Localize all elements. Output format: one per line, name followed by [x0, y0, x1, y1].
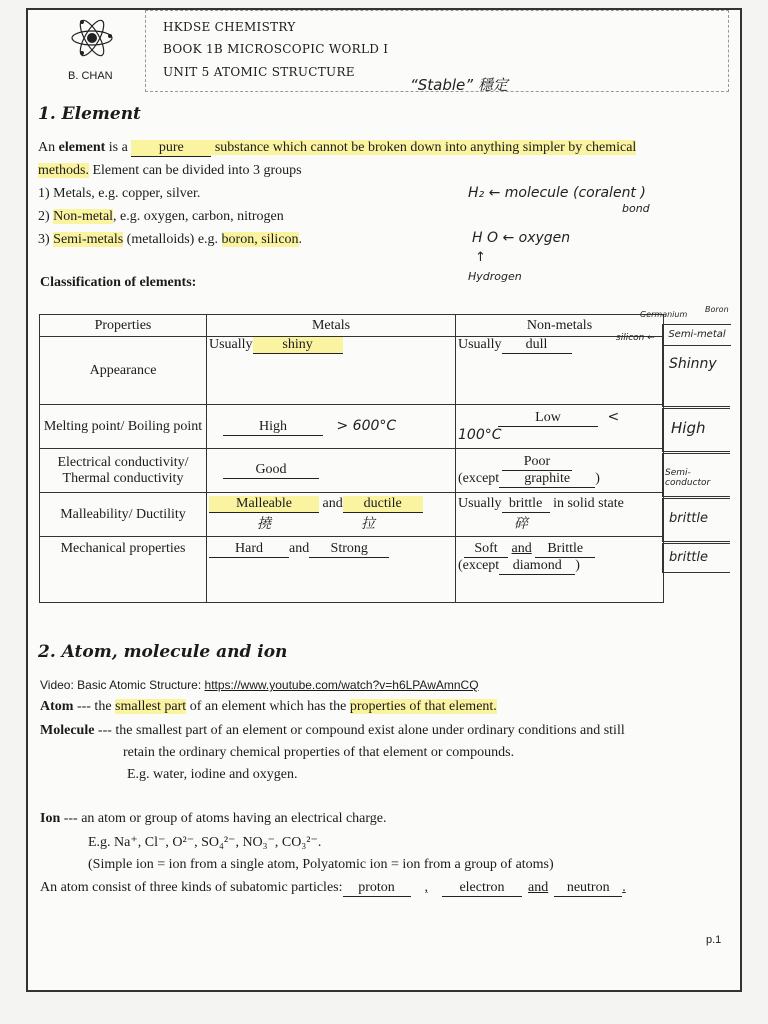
semi-metal-conductivity: Semi-conductor [662, 453, 730, 497]
prop-conductivity: Electrical conductivity/ Thermal conductivity [40, 449, 207, 493]
prop-melting: Melting point/ Boiling point [40, 405, 207, 449]
ion-examples: E.g. Na⁺, Cl⁻, O²⁻, SO₄²⁻, NO₃⁻, CO₃²⁻. [88, 835, 322, 850]
table-row: Appearance Usually shiny Usually dull [40, 337, 664, 405]
section1-title: 1. Element [38, 104, 141, 124]
author-name: B. CHAN [68, 70, 113, 82]
atom-logo-icon [70, 18, 114, 58]
video-link[interactable]: https://www.youtube.com/watch?v=h6LPAwAmnCQ [204, 678, 479, 692]
note-silicon: silicon ← [616, 333, 655, 343]
prop-appearance: Appearance [40, 337, 207, 405]
note-ho-oxygen: H O ← oxygen [472, 230, 571, 246]
video-line: Video: Basic Atomic Structure: https://www.youtube.com/watch?v=h6LPAwAmnCQ [40, 678, 479, 692]
ion-definition: Ion --- an atom or group of atoms having an electrical charge. [40, 811, 387, 826]
header-line-1: HKDSE CHEMISTRY [163, 20, 296, 34]
subatomic-line: An atom consist of three kinds of subatomic particles: proton , electron and neutron . [40, 880, 626, 895]
note-h2-molecule: H₂ ← molecule (coralent ) [468, 185, 646, 201]
prop-malleability: Malleability/ Ductility [40, 493, 207, 537]
molecule-definition-2: retain the ordinary chemical properties of that element or compounds. [123, 745, 515, 760]
atom-definition: Atom --- the smallest part of an element which has the properties of that element. [40, 699, 497, 714]
header-metals: Metals [207, 315, 456, 337]
semi-metal-mechanical: brittle [662, 543, 730, 573]
group-1: 1) Metals, e.g. copper, silver. [38, 186, 201, 201]
molecule-definition: Molecule --- the smallest part of an element or compound exist alone under ordinary conditions and still [40, 723, 625, 738]
classification-title: Classification of elements: [40, 275, 197, 290]
ion-note: (Simple ion = ion from a single atom, Polyatomic ion = ion from a group of atoms) [88, 857, 554, 872]
group-2: 2) Non-metal, e.g. oxygen, carbon, nitrogen [38, 209, 284, 224]
table-row: Electrical conductivity/ Thermal conductivity Good Poor (except graphite ) [40, 449, 664, 493]
header-line-3: UNIT 5 ATOMIC STRUCTURE [163, 65, 355, 79]
molecule-example: E.g. water, iodine and oxygen. [127, 767, 298, 782]
element-definition-line2: methods. Element can be divided into 3 groups [38, 163, 302, 178]
table-row: Malleability/ Ductility Malleable and ductile 撓 拉 Usually brittle in solid state 碎 [40, 493, 664, 537]
table-row: Melting point/ Boiling point High > 600°C Low < 100°C [40, 405, 664, 449]
note-boron: Boron [705, 305, 729, 314]
section2-title: 2. Atom, molecule and ion [38, 642, 288, 662]
prop-mechanical: Mechanical properties [40, 537, 207, 603]
semi-metal-header: Semi-metal [662, 324, 731, 346]
page-number: p.1 [706, 934, 722, 946]
classification-table [39, 314, 664, 603]
note-arrow: ↑ [475, 250, 486, 265]
note-bond: bond [622, 202, 650, 215]
group-3: 3) Semi-metals (metalloids) e.g. boron, silicon. [38, 232, 303, 247]
note-germanium: Germanium [640, 310, 688, 319]
stable-note: “Stable” 穩定 [410, 76, 508, 94]
element-definition-line1: An element is a pure substance which cannot be broken down into anything simpler by chemical [38, 140, 637, 155]
semi-metal-malleability: brittle [662, 498, 730, 542]
semi-metal-appearance: Shinny [662, 345, 730, 407]
header-nonmetals: Non-metals [456, 315, 664, 337]
semi-metal-melting: High [662, 408, 730, 452]
table-row: Mechanical properties Hard and Strong Soft and Brittle (except diamond ) [40, 537, 664, 603]
header-line-2: BOOK 1B MICROSCOPIC WORLD I [163, 42, 389, 56]
note-hydrogen: Hydrogen [468, 270, 522, 283]
header-properties: Properties [40, 315, 207, 337]
